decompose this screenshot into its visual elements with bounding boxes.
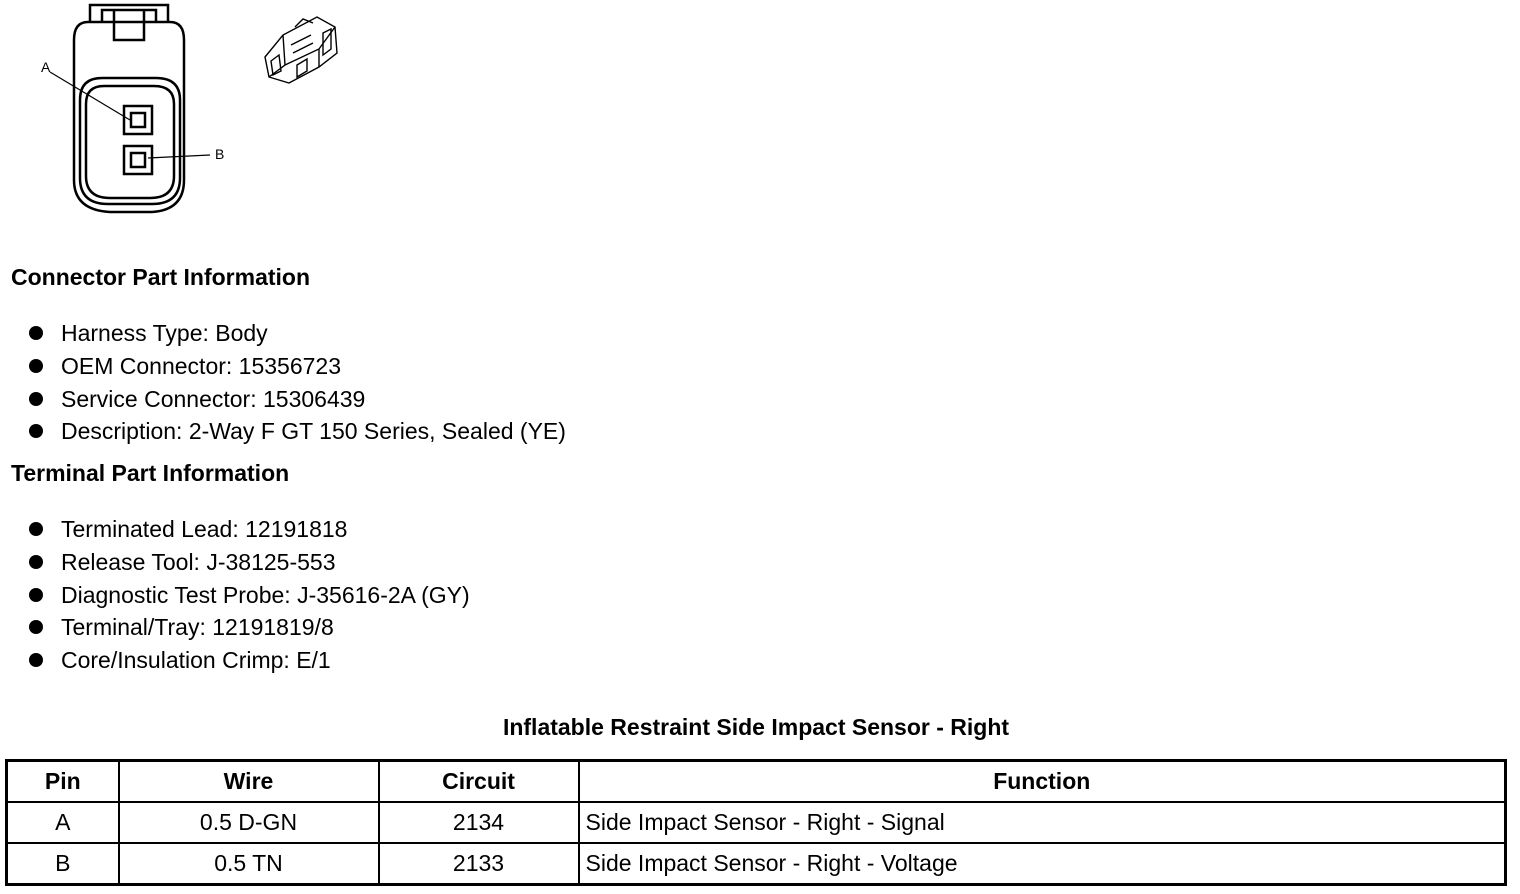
- table-title: Inflatable Restraint Side Impact Sensor - Right: [502, 714, 1010, 740]
- list-item: Diagnostic Test Probe: J-35616-2A (GY): [0, 580, 470, 613]
- list-item: Core/Insulation Crimp: E/1: [0, 645, 470, 678]
- column-header-pin: Pin: [7, 761, 119, 803]
- list-item: Description: 2-Way F GT 150 Series, Sealed (YE): [0, 416, 566, 449]
- table-row: [7, 802, 1506, 843]
- table-row: [7, 843, 1506, 885]
- terminal-part-info-heading: Terminal Part Information: [11, 460, 290, 486]
- list-item: Service Connector: 15306439: [0, 384, 566, 417]
- terminal-part-info-list: [0, 514, 470, 678]
- list-item: Terminal/Tray: 12191819/8: [0, 612, 470, 645]
- bullet-icon: [29, 359, 43, 373]
- connector-thumbnail-image: [255, 5, 345, 90]
- wire-cell: 0.5 D-GN: [119, 802, 379, 843]
- table-header-row: [7, 761, 1506, 803]
- pin-b-label: B: [215, 146, 225, 162]
- function-cell: Side Impact Sensor - Right - Voltage: [579, 843, 1506, 885]
- bullet-icon: [29, 588, 43, 602]
- bullet-icon: [29, 392, 43, 406]
- column-header-function: Function: [579, 761, 1506, 803]
- list-item: OEM Connector: 15356723: [0, 351, 566, 384]
- list-item: Terminated Lead: 12191818: [0, 514, 470, 547]
- wire-cell: 0.5 TN: [119, 843, 379, 885]
- pin-a-label: A: [41, 59, 51, 75]
- pin-cell: A: [7, 802, 119, 843]
- circuit-cell: 2133: [379, 843, 579, 885]
- pin-cell: B: [7, 843, 119, 885]
- column-header-wire: Wire: [119, 761, 379, 803]
- connector-face-diagram: [30, 0, 240, 220]
- connector-part-info-list: [0, 318, 566, 449]
- bullet-icon: [29, 424, 43, 438]
- function-cell: Side Impact Sensor - Right - Signal: [579, 802, 1506, 843]
- bullet-icon: [29, 620, 43, 634]
- connector-part-info-heading: Connector Part Information: [11, 264, 311, 290]
- bullet-icon: [29, 326, 43, 340]
- pinout-table: [5, 759, 1507, 886]
- bullet-icon: [29, 653, 43, 667]
- bullet-icon: [29, 555, 43, 569]
- list-item: Release Tool: J-38125-553: [0, 547, 470, 580]
- column-header-circuit: Circuit: [379, 761, 579, 803]
- bullet-icon: [29, 522, 43, 536]
- circuit-cell: 2134: [379, 802, 579, 843]
- list-item: Harness Type: Body: [0, 318, 566, 351]
